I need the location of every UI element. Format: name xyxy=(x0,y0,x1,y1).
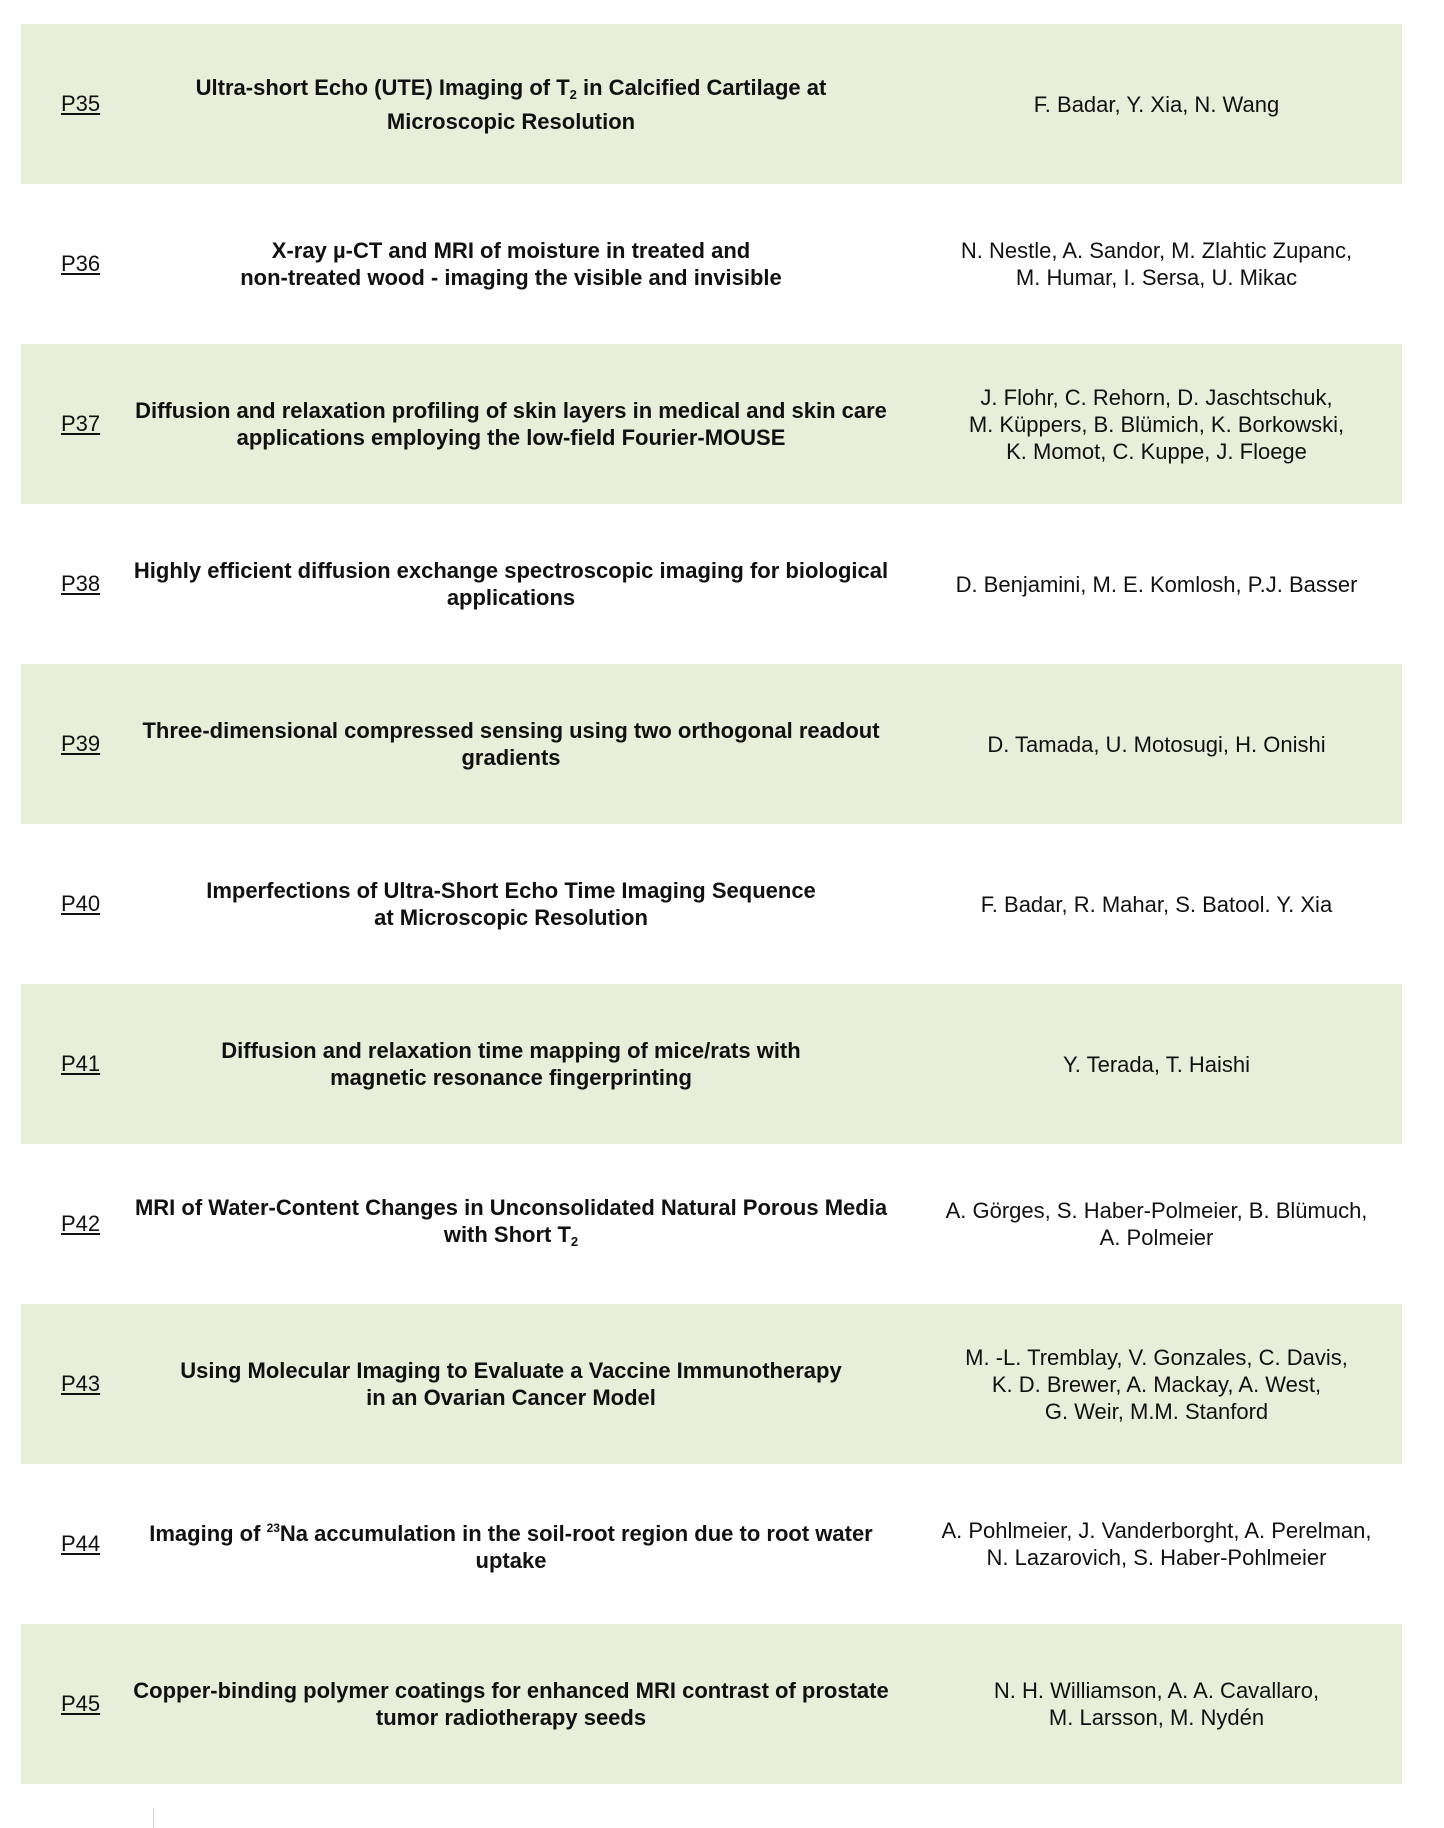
title-text: Diffusion and relaxation time mapping of mice/rats with xyxy=(221,1038,801,1063)
table-row xyxy=(21,504,1402,664)
poster-authors xyxy=(901,1197,1402,1251)
title-line xyxy=(121,424,901,451)
author-line: M. Küppers, B. Blümich, K. Borkowski, xyxy=(968,411,1345,437)
title-text: magnetic resonance fingerprinting xyxy=(330,1065,692,1090)
poster-id-cell xyxy=(21,1691,121,1717)
poster-id-link[interactable]: P38 xyxy=(61,571,101,596)
author-line: N. H. Williamson, A. A. Cavallaro, xyxy=(993,1678,1320,1703)
title-line xyxy=(121,1384,901,1411)
title-text: gradients xyxy=(461,745,561,770)
title-line xyxy=(121,584,901,611)
title-text: non-treated wood - imaging the visible and invisible xyxy=(240,265,782,290)
subscript: 2 xyxy=(570,1233,579,1249)
poster-authors xyxy=(901,1051,1402,1078)
title-line xyxy=(121,264,901,291)
poster-title xyxy=(121,1357,901,1411)
poster-authors xyxy=(901,571,1402,598)
author-line: F. Badar, R. Mahar, S. Batool. Y. Xia xyxy=(980,891,1333,917)
title-line xyxy=(121,1064,901,1091)
poster-id-link[interactable]: P42 xyxy=(61,1211,101,1236)
poster-id-cell xyxy=(21,1371,121,1397)
author-line: A. Görges, S. Haber-Polmeier, B. Blümuch, xyxy=(945,1198,1368,1223)
poster-id-cell xyxy=(21,1531,121,1557)
poster-title xyxy=(121,1677,901,1731)
poster-title xyxy=(121,877,901,931)
title-text: uptake xyxy=(475,1547,547,1573)
author-line: J. Flohr, C. Rehorn, D. Jaschtschuk, xyxy=(980,384,1333,410)
table-row xyxy=(21,24,1402,184)
divider-mark xyxy=(153,1808,154,1828)
title-text: applications xyxy=(446,585,576,610)
table-row xyxy=(21,984,1402,1144)
author-line: D. Tamada, U. Motosugi, H. Onishi xyxy=(987,731,1326,757)
title-text: Copper-binding polymer coatings for enhanced MRI contrast of prostate xyxy=(133,1678,889,1703)
poster-authors xyxy=(901,1677,1402,1731)
title-text: applications employing the low-field Fourier-MOUSE xyxy=(236,425,786,450)
title-text: Using Molecular Imaging to Evaluate a Vaccine Immunotherapy xyxy=(180,1358,842,1383)
poster-id-cell xyxy=(21,91,121,117)
title-text: with Short T xyxy=(443,1221,571,1247)
poster-title xyxy=(121,1037,901,1091)
table-row xyxy=(21,344,1402,504)
poster-title xyxy=(121,717,901,771)
title-line xyxy=(121,877,901,904)
poster-id-link[interactable]: P45 xyxy=(61,1691,101,1716)
title-line xyxy=(121,1704,901,1731)
title-line xyxy=(121,1547,901,1574)
poster-id-cell xyxy=(21,731,121,757)
table-row xyxy=(21,824,1402,984)
subscript: 2 xyxy=(569,86,577,102)
title-line xyxy=(121,1194,901,1221)
poster-id-cell xyxy=(21,571,121,597)
title-text: Imperfections of Ultra-Short Echo Time Imaging Sequence xyxy=(206,878,816,903)
table-row xyxy=(21,1624,1402,1784)
title-text: in an Ovarian Cancer Model xyxy=(366,1385,656,1410)
poster-id-cell xyxy=(21,251,121,277)
title-text: Ultra-short Echo (UTE) Imaging of T xyxy=(195,74,570,100)
title-line xyxy=(121,1037,901,1064)
title-text: Three-dimensional compressed sensing using two orthogonal readout xyxy=(142,718,880,743)
poster-authors xyxy=(901,237,1402,291)
poster-id-cell xyxy=(21,1211,121,1237)
title-line xyxy=(121,744,901,771)
title-line xyxy=(121,904,901,931)
title-text: X-ray µ-CT and MRI of moisture in treated and xyxy=(271,238,751,263)
title-line xyxy=(121,1357,901,1384)
poster-title xyxy=(121,1194,901,1255)
table-row xyxy=(21,1464,1402,1624)
author-line: M. Humar, I. Sersa, U. Mikac xyxy=(1015,265,1298,290)
author-line: A. Pohlmeier, J. Vanderborght, A. Perelman, xyxy=(941,1518,1372,1543)
poster-authors xyxy=(901,731,1402,758)
poster-id-link[interactable]: P37 xyxy=(61,411,101,436)
poster-id-cell xyxy=(21,411,121,437)
title-line xyxy=(121,108,901,135)
title-line xyxy=(121,397,901,424)
poster-authors xyxy=(901,1517,1402,1571)
title-text: MRI of Water-Content Changes in Unconsolidated Natural Porous Media xyxy=(134,1194,888,1220)
superscript: 23 xyxy=(266,1520,280,1535)
poster-id-link[interactable]: P40 xyxy=(61,891,101,916)
poster-authors xyxy=(901,384,1402,465)
poster-id-link[interactable]: P36 xyxy=(61,251,101,276)
author-line: K. Momot, C. Kuppe, J. Floege xyxy=(1006,438,1307,464)
author-line: N. Lazarovich, S. Haber-Pohlmeier xyxy=(986,1545,1327,1570)
author-line: M. Larsson, M. Nydén xyxy=(1048,1705,1265,1730)
title-line xyxy=(121,717,901,744)
title-text: Highly efficient diffusion exchange spectroscopic imaging for biological xyxy=(133,558,889,583)
table-row xyxy=(21,184,1402,344)
title-line xyxy=(121,1515,901,1547)
title-line xyxy=(121,557,901,584)
author-line: G. Weir, M.M. Stanford xyxy=(1044,1398,1269,1424)
author-line: D. Benjamini, M. E. Komlosh, P.J. Basser xyxy=(955,571,1358,597)
title-text: Microscopic Resolution xyxy=(386,108,636,134)
poster-id-link[interactable]: P35 xyxy=(61,91,101,116)
poster-id-link[interactable]: P41 xyxy=(61,1051,101,1076)
author-line: A. Polmeier xyxy=(1099,1225,1214,1250)
title-line xyxy=(121,1221,901,1255)
author-line: M. -L. Tremblay, V. Gonzales, C. Davis, xyxy=(965,1344,1348,1370)
table-row xyxy=(21,664,1402,824)
title-line xyxy=(121,237,901,264)
poster-authors xyxy=(901,1344,1402,1425)
table-row xyxy=(21,1144,1402,1304)
poster-title xyxy=(121,397,901,451)
poster-title xyxy=(121,1515,901,1574)
title-text: Diffusion and relaxation profiling of skin layers in medical and skin care xyxy=(135,398,887,423)
author-line: N. Nestle, A. Sandor, M. Zlahtic Zupanc, xyxy=(960,238,1353,263)
author-line: Y. Terada, T. Haishi xyxy=(1062,1051,1251,1077)
author-line: K. D. Brewer, A. Mackay, A. West, xyxy=(991,1371,1322,1397)
title-text: Imaging of xyxy=(149,1520,267,1546)
poster-id-cell xyxy=(21,891,121,917)
title-line xyxy=(121,1677,901,1704)
title-text: Na accumulation in the soil-root region due to root water xyxy=(279,1520,873,1546)
poster-title xyxy=(121,557,901,611)
title-line xyxy=(121,74,901,108)
poster-title xyxy=(121,74,901,135)
poster-id-link[interactable]: P44 xyxy=(61,1531,101,1556)
title-text: at Microscopic Resolution xyxy=(374,905,648,930)
table-row xyxy=(21,1304,1402,1464)
poster-id-link[interactable]: P43 xyxy=(61,1371,101,1396)
title-text: in Calcified Cartilage at xyxy=(576,74,827,100)
poster-authors xyxy=(901,91,1402,118)
title-text: tumor radiotherapy seeds xyxy=(375,1705,647,1730)
poster-id-link[interactable]: P39 xyxy=(61,731,101,756)
poster-table xyxy=(21,24,1402,1784)
poster-authors xyxy=(901,891,1402,918)
poster-title xyxy=(121,237,901,291)
poster-id-cell xyxy=(21,1051,121,1077)
author-line: F. Badar, Y. Xia, N. Wang xyxy=(1033,91,1280,117)
